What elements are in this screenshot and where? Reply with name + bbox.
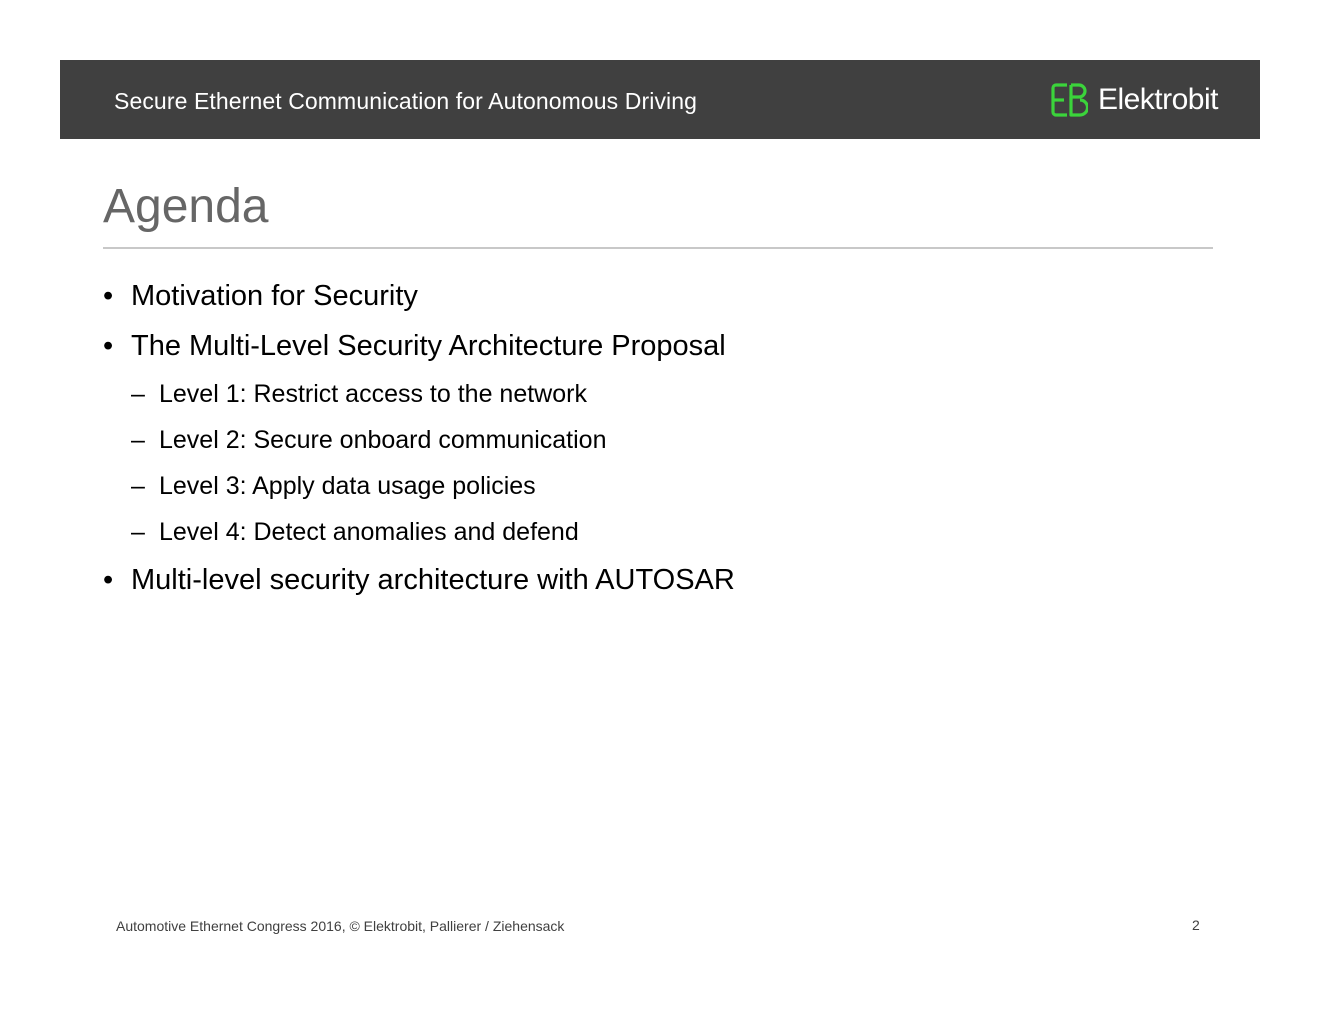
dash-marker: – <box>131 472 145 500</box>
agenda-item-text: Multi-level security architecture with AUTOSAR <box>131 564 735 596</box>
bullet-marker: • <box>103 280 114 312</box>
agenda-subitem-text: Level 4: Detect anomalies and defend <box>159 518 579 546</box>
dash-marker: – <box>131 426 145 454</box>
slide-title: Agenda <box>103 180 269 233</box>
agenda-subitem-text: Level 3: Apply data usage policies <box>159 472 536 500</box>
bullet-marker: • <box>103 330 114 362</box>
agenda-item-text: The Multi-Level Security Architecture Proposal <box>131 330 726 362</box>
agenda-subitem-text: Level 2: Secure onboard communication <box>159 426 607 454</box>
dash-marker: – <box>131 518 145 546</box>
footer-text: Automotive Ethernet Congress 2016, © Elektrobit, Pallierer / Ziehensack <box>116 918 565 934</box>
page-number: 2 <box>1192 917 1200 933</box>
header-bar <box>60 60 1260 139</box>
title-divider <box>103 247 1213 249</box>
header-title: Secure Ethernet Communication for Autonomous Driving <box>114 88 698 114</box>
dash-marker: – <box>131 380 145 408</box>
agenda-item-text: Motivation for Security <box>131 280 418 312</box>
logo-text: Elektrobit <box>1097 83 1218 116</box>
eb-logo-icon <box>1050 82 1088 118</box>
agenda-subitem-text: Level 1: Restrict access to the network <box>159 380 587 408</box>
elektrobit-logo <box>1050 81 1218 119</box>
bullet-marker: • <box>103 564 114 596</box>
